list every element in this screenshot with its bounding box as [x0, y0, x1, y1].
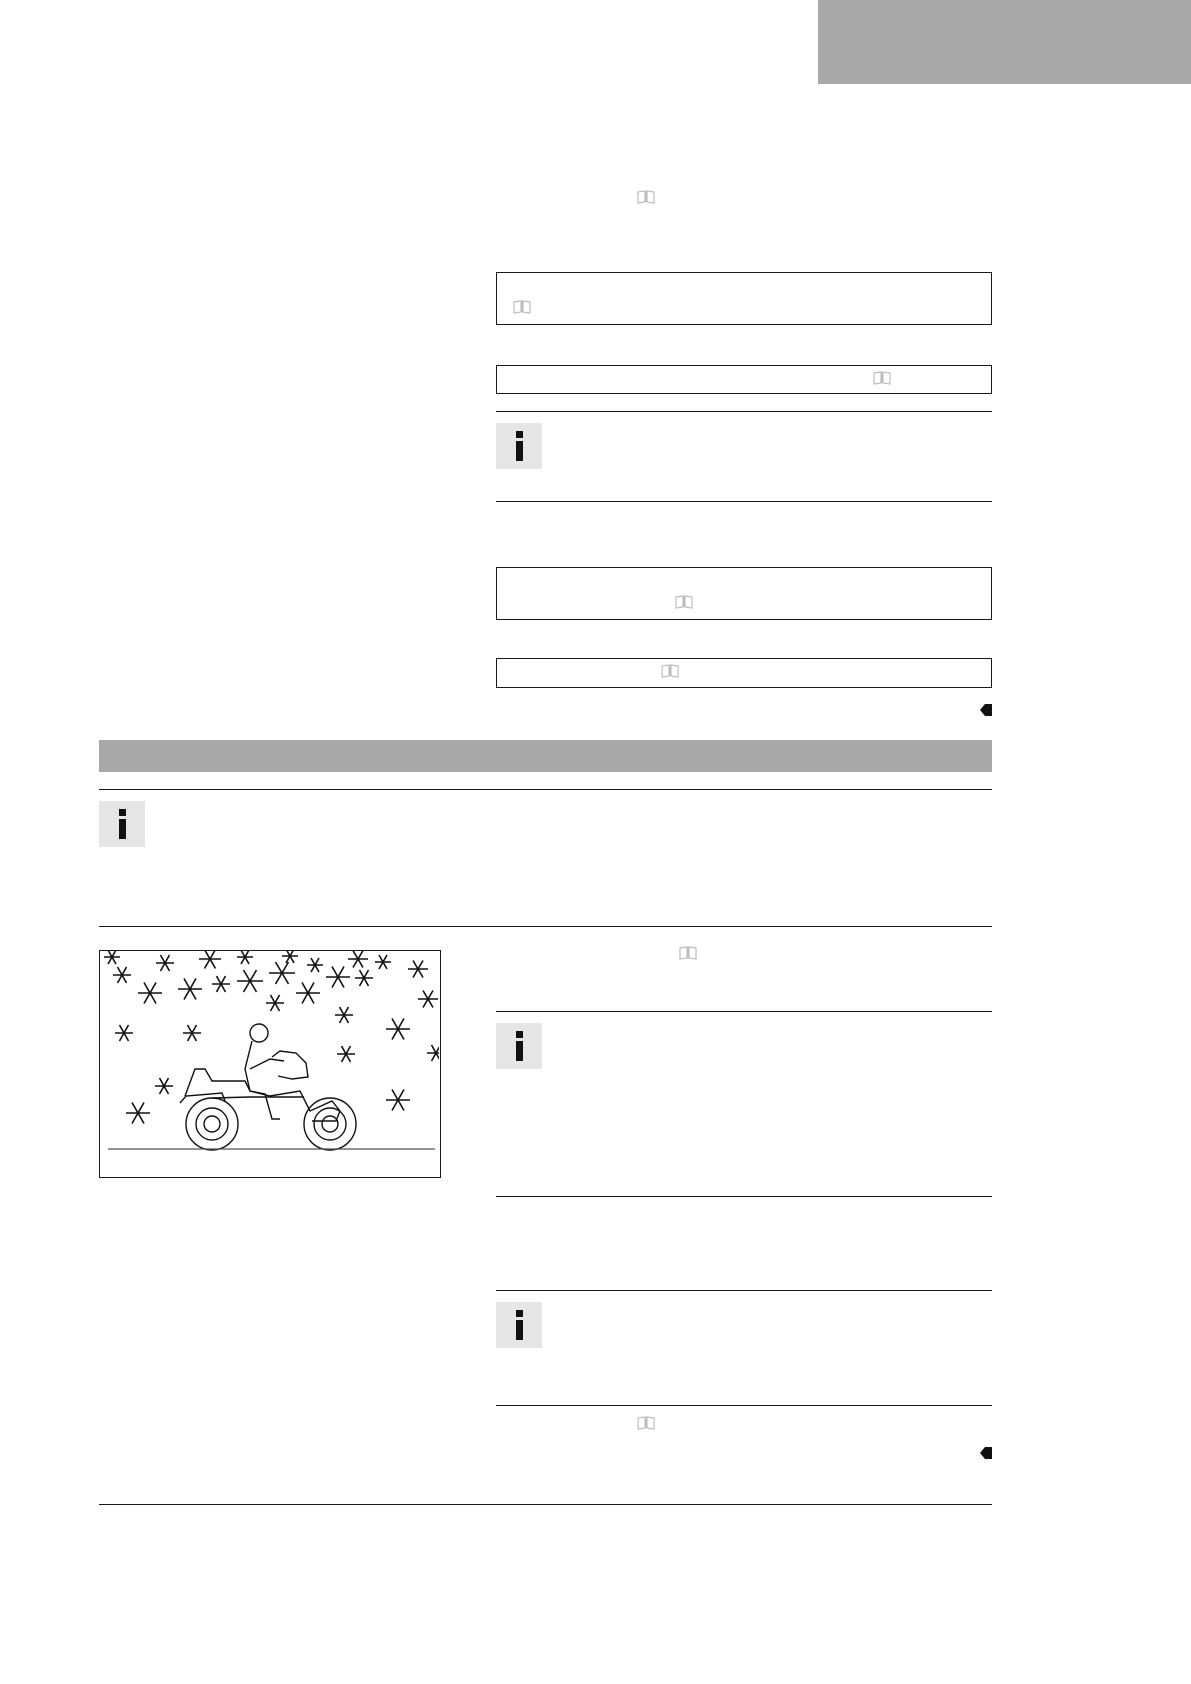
info-icon: [99, 801, 145, 847]
note-frame: [496, 365, 992, 394]
divider: [496, 1290, 992, 1291]
reference-book-icon[interactable]: [679, 946, 697, 965]
divider: [99, 926, 992, 927]
note-frame: [496, 658, 992, 688]
chapter-tab: [818, 0, 1191, 84]
reference-book-icon[interactable]: [513, 300, 531, 319]
info-icon: [496, 423, 542, 469]
reference-book-icon[interactable]: [675, 595, 693, 614]
info-icon: [496, 1023, 542, 1069]
end-of-section-icon: [980, 703, 992, 721]
section-heading-bar: [99, 740, 992, 772]
warning-frame: [496, 567, 992, 620]
info-icon: [496, 1302, 542, 1348]
divider: [496, 1405, 992, 1406]
reference-book-icon[interactable]: [637, 190, 655, 209]
reference-book-icon[interactable]: [637, 1416, 655, 1435]
atv-rider: [180, 1024, 356, 1150]
divider: [99, 789, 992, 790]
atv-snow-illustration: [99, 950, 441, 1178]
end-of-section-icon: [980, 1446, 992, 1464]
warning-frame: [496, 272, 992, 325]
divider: [496, 1196, 992, 1197]
reference-book-icon[interactable]: [661, 664, 679, 683]
divider: [496, 501, 992, 502]
divider: [496, 1011, 992, 1012]
footer-divider: [99, 1504, 992, 1505]
reference-book-icon[interactable]: [873, 371, 891, 390]
divider: [496, 411, 992, 412]
